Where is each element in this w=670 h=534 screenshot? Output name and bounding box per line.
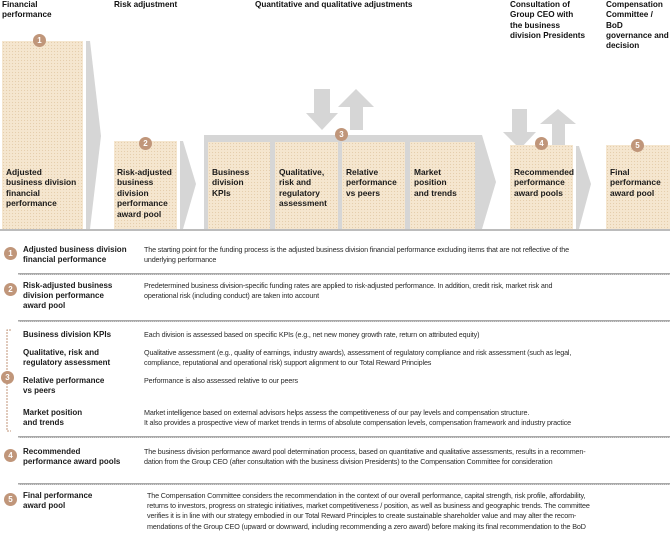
box-label (279, 167, 327, 209)
term-line: Qualitative, risk and (23, 348, 100, 357)
desc-line: Performance is also assessed relative to our peers (144, 376, 298, 385)
header-line: the business (510, 20, 561, 30)
term-line: vs peers (23, 386, 56, 396)
header-line: Financial (2, 0, 38, 9)
term-line: Recommended (23, 447, 81, 456)
legend-term-3c (23, 376, 104, 396)
legend-divider (18, 320, 670, 322)
legend-term-3b (23, 348, 110, 368)
desc-line: Market intelligence based on external advisors helps assess the competitiveness of our pay levels and compensation structure. (144, 408, 530, 417)
header-line: performance (2, 10, 52, 20)
legend-desc-1 (144, 245, 569, 265)
term-line: Relative performance (23, 376, 105, 385)
legend-term-2 (23, 281, 112, 312)
box-label-line: Business (212, 167, 250, 177)
header-quant-qual-adjustments: Quantitative and qualitative adjustments (255, 0, 413, 9)
chevron-right-icon (576, 146, 591, 229)
box-label-line: Recommended (514, 167, 575, 177)
box-label-line: assessment (279, 198, 327, 209)
box-label (610, 167, 661, 198)
legend-desc-3b (144, 348, 571, 368)
term-line: Business division KPIs (23, 330, 112, 339)
legend-desc-2 (144, 281, 552, 301)
step-badge-4: 4 (535, 137, 548, 150)
box-label-line: performance (117, 198, 168, 209)
desc-line: verifies it is in line with our strategy embodied in our Total Reward Principles to create sustainable shareholder value and may alter the recom- (147, 511, 577, 521)
box-label-line: risk and (279, 177, 312, 188)
legend-badge-3: 3 (1, 371, 14, 384)
box-label (346, 167, 397, 198)
stage-box-business-division-kpis (208, 142, 270, 229)
arrow-down-icon (306, 89, 338, 130)
box-label-line: award pools (514, 187, 563, 198)
box-label-line: Final (610, 167, 630, 177)
header-line: Committee / BoD (606, 10, 653, 30)
box-label-line: Market (414, 167, 441, 177)
legend-badge-5: 5 (4, 493, 17, 506)
box-label-line: Relative (346, 167, 379, 177)
term-line: Market position (23, 408, 83, 417)
desc-line: The Compensation Committee considers the recommendation in the context of our overall performance, capital strength, risk profile, affordability, (147, 491, 586, 500)
desc-line: mendations of the Group CEO (upward or downward, including recommending a zero award) before making its final recommendation to the BoD (147, 521, 586, 531)
desc-line: operational risk (including conduct) are taken into account (144, 291, 319, 301)
header-line: Group CEO with (510, 10, 574, 20)
legend-term-4 (23, 447, 120, 467)
stage-box-financial-performance (2, 41, 83, 229)
header-line: Compensation (606, 0, 663, 9)
term-line: Final performance (23, 491, 93, 500)
legend-divider (18, 273, 670, 275)
legend-term-5 (23, 491, 92, 511)
desc-line: Qualitative assessment (e.g., quality of earnings, industry awards), assessment of regulatory compliance and risk assessment (such as legal, (144, 348, 572, 357)
step-badge-2: 2 (139, 137, 152, 150)
chevron-right-icon (86, 41, 101, 229)
header-line: division Presidents (510, 30, 586, 40)
box-label-line: financial (6, 187, 40, 198)
desc-line: The business division performance award pool determination process, based on quantitative and qualitative assessments, results in a recommen- (144, 447, 586, 456)
desc-line: Predetermined business division-specific funding rates are applied to risk-adjusted performance. In addition, credit risk, market risk and (144, 281, 553, 290)
stage-box-market-position (410, 142, 475, 229)
legend-desc-4 (144, 447, 586, 467)
box-label-line: performance (346, 177, 397, 188)
legend-divider (18, 436, 670, 438)
legend-term-3d (23, 408, 82, 428)
header-line: governance and (606, 30, 669, 40)
box-label (514, 167, 574, 198)
box-label (117, 167, 172, 219)
stage-box-relative-performance (342, 142, 405, 229)
box-label-line: business (117, 177, 154, 188)
box-label-line: regulatory (279, 187, 320, 198)
box-label-line: business division (6, 177, 77, 188)
box-label-line: performance (610, 177, 661, 188)
legend-badge-4: 4 (4, 449, 17, 462)
term-line: Risk-adjusted business (23, 281, 113, 290)
term-line: performance award pools (23, 457, 121, 467)
box-label-line: vs peers (346, 187, 380, 198)
header-line: decision (606, 41, 640, 51)
term-line: Adjusted business division (23, 245, 127, 254)
box-label-line: award pool (117, 208, 162, 219)
box-label-line: performance (514, 177, 565, 188)
legend-desc-3d (144, 408, 571, 428)
legend-term-1 (23, 245, 127, 265)
box-label-line: Risk-adjusted (117, 167, 172, 177)
box-label-line: performance (6, 198, 57, 209)
box-label (212, 167, 249, 198)
arrow-up-icon (338, 89, 374, 130)
stage-box-risk-adjusted-pool (114, 141, 177, 229)
chevron-right-icon (180, 141, 196, 229)
box-label (414, 167, 457, 198)
desc-line: underlying performance (144, 255, 217, 265)
legend-desc-3c (144, 376, 298, 386)
legend-term-3a (23, 330, 111, 340)
box-label-line: award pool (610, 187, 655, 198)
header-risk-adjustment: Risk adjustment (114, 0, 178, 9)
box-label-line: Adjusted (6, 167, 42, 177)
stage-box-recommended-pools (510, 145, 573, 229)
term-line: regulatory assessment (23, 358, 111, 368)
term-line: financial performance (23, 255, 107, 265)
legend-desc-3a (144, 330, 479, 340)
box-label-line: division (212, 177, 244, 188)
desc-line: It also provides a prospective view of market trends in terms of absolute compensation levels, compensation framework and industry practice (144, 418, 571, 428)
legend-desc-5 (147, 491, 590, 532)
desc-line: compliance, reputational and operational risk) support alignment to our Total Reward Principles (144, 358, 432, 368)
desc-line: returns to investors, progress on strategic initiatives, market competitiveness / position, as well as business and geographic trends. The committee (147, 501, 590, 511)
legend-badge-2: 2 (4, 283, 17, 296)
step-badge-1: 1 (33, 34, 46, 47)
box-label-line: KPIs (212, 187, 231, 198)
stage-box-qualitative-risk-regulatory (275, 142, 338, 229)
diagram-baseline (0, 229, 670, 231)
term-line: and trends (23, 418, 64, 428)
arrow-down-icon (503, 109, 536, 149)
desc-line: The starting point for the funding process is the adjusted business division financial performance excluding items that are not reflective of the (144, 245, 569, 254)
desc-line: dation from the Group CEO (after consultation with the business division Presidents) to the Compensation Committee for consideration (144, 457, 553, 467)
step-badge-5: 5 (631, 139, 644, 152)
header-line: Consultation of (510, 0, 571, 9)
stage-box-final-pool (606, 145, 670, 229)
box-label-line: and trends (414, 187, 457, 198)
box-label-line: division (117, 187, 149, 198)
term-line: division performance (23, 291, 104, 301)
legend-divider (18, 483, 670, 485)
box-label-line: Qualitative, (279, 167, 325, 177)
box-label (6, 167, 76, 209)
step-badge-3: 3 (335, 128, 348, 141)
desc-line: Each division is assessed based on specific KPIs (e.g., net new money growth rate, return on attributed equity) (144, 330, 480, 339)
box-label-line: position (414, 177, 447, 188)
legend-badge-1: 1 (4, 247, 17, 260)
term-line: award pool (23, 301, 66, 311)
term-line: award pool (23, 501, 66, 511)
